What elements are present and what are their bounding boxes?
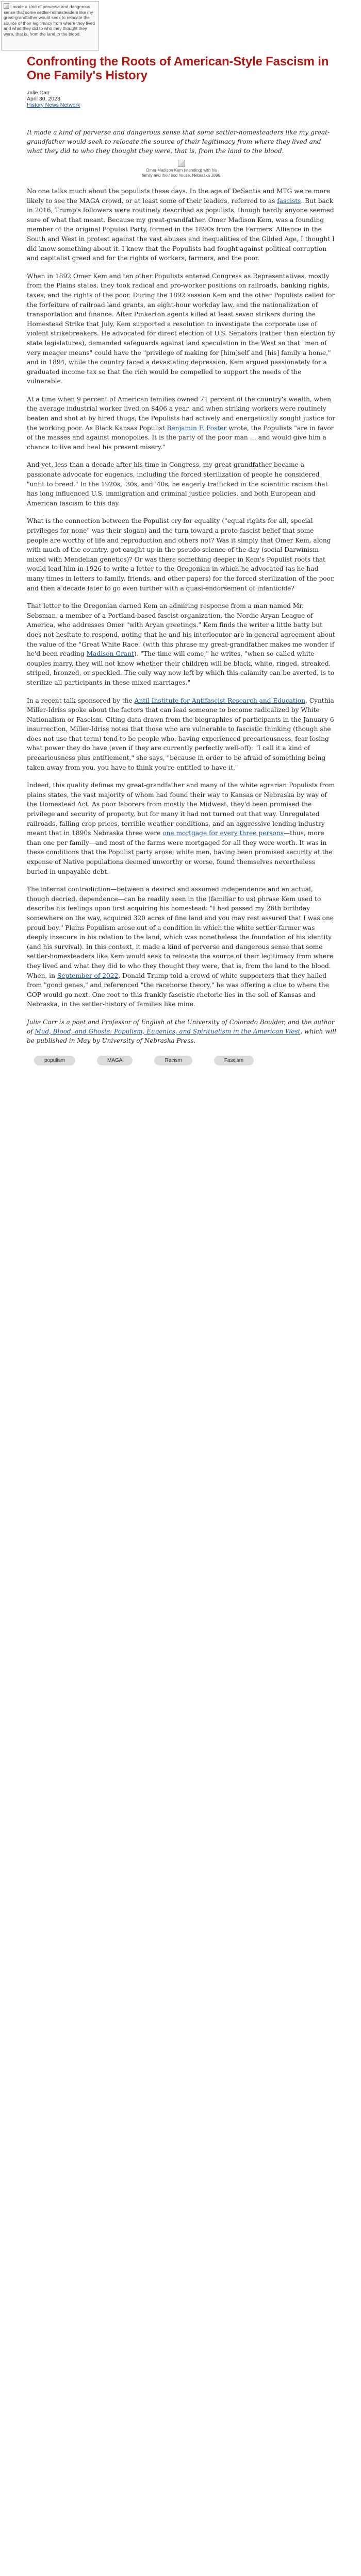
tag-list — [27, 1056, 336, 1065]
tag-maga[interactable]: MAGA — [97, 1056, 133, 1065]
paragraph-6 — [27, 601, 336, 687]
p1-text-b: . But back in 2016, Trump's followers were routinely described as populists, though hardly anyone seemed sure of what that meant. Because my great-grandfather, Omer Madison Kem, was a founding member of the original Populist Party, formed in the 1890s from the Farmers' Alliance in the South and West in protest against the vast abuses and inequalities of the Gilded Age, I thought I did know something about it. I knew that the Populists had fought against political corruption and capitalist greed and for the rights of workers, farmers, and the poor. — [27, 197, 335, 262]
byline — [27, 90, 336, 108]
p6-text-a: That letter to the Oregonian earned Kem an admiring response from a man named Mr. Sebsman, a member of a Portland-based fascist organization, the Nordic Aryan League of America, who addresses Omer "with Aryan greetings." Kem finds the writer a little batty but does not hesitate to respond, noting that he and his interlocutor are in general agreement about the value of the "Great White Race" (with this phrase my great-grandfather makes me wonder if he'd been reading — [27, 602, 335, 658]
header-image-alt-text: I made a kind of perverse and dangerous sense that some settler-homesteaders like my great-grandfather would seek to relocate the source of their legitimacy from where they lived and what they did to who they thought they were, that is, from the land to the blood. — [4, 4, 95, 37]
p1-text-a: No one talks much about the populists these days. In the age of DeSantis and MTG we're more likely to see the MAGA crowd, or at least some of their leaders, referred to as — [27, 188, 331, 205]
book-link[interactable]: Mud, Blood, and Ghosts: Populism, Eugenics, and Spiritualism in the American West — [35, 1027, 301, 1035]
article-photo — [140, 160, 223, 178]
paragraph-2: When in 1892 Omer Kem and ten other Populists entered Congress as Representatives, mostly from the Plains states, they took radical and pro-worker positions on railroads, banking rights, taxes, and the rights of the poor. During the 1892 session Kem and the other Populists called for the forfeiture of railroad land grants, an eight-hour workday law, and the nationalization of transportation and finance. After Pinkerton agents killed at least seven strikers during the Homestead Strike that July, Kem supported a resolution to investigate the corporate use of violent strikebreakers. He advocated for direct election of U.S. Senators (rather than election by state legislatures), demanded safeguards against land speculation in the West so that "men of very meager means" could have the "privilege of making for [him]self and [his] family a home," and in 1894, while the country faced a devastating depression, Kem argued passionately for a graduated income tax so that the rich would be compelled to support the needs of the vulnerable. — [27, 272, 335, 385]
article-title: Confronting the Roots of American-Style Fascism in One Family's History — [27, 55, 329, 82]
image-placeholder-icon — [178, 160, 185, 167]
author-bio — [27, 1018, 336, 1045]
p9-text-a: The internal contradiction—between a desired and assumed independence and an actual, though decried, dependence—can be readily seen in the (familiar to us) phrase Kem used to describe his feelings upon first acquiring his homestead: "I had passed my 26th birthday somewhere on the way, acquired 320 acres of fine land and you may rest assured that I was one proud boy." Plains Populism arose out of a condition in which the white settler-farmer was deeply insecure in his relation to the land, which was nonetheless the foundation of his identity (and his survival). In this context, it made a kind of perverse and dangerous sense that some settler-homesteaders like Kem would seek to relocate the source of their legitimacy from where they lived and what they did to who they thought they were, that is, from the land to the blood. When, in — [27, 886, 334, 979]
bio-post: , which will be published in May by University of Nebraska Press. — [27, 1027, 336, 1044]
broken-image-icon — [4, 3, 9, 9]
paragraph-5: What is the connection between the Populist cry for equality ("equal rights for all, special privileges for none" was their slogan) and the turn toward a proto-fascist belief that some people are worthy of life and reproduction and others not? Was it simply that Omer Kem, along with much of the country, got caught up in the pseudo-science of the day (social Darwinism mixed with Mendelian genetics)? Or was there something deeper in Kem's Populist roots that would lead him in 1926 to write a letter to the Oregonian in which he advocated (as he had many times in letters to family, friends, and other papers) for the forced sterilization of the poor, and then a decade later to go even further with a quasi-endorsement of infanticide? — [27, 517, 335, 592]
mortgage-link[interactable]: one mortgage for every three persons — [162, 829, 284, 837]
foster-link[interactable]: Benjamin F. Foster — [167, 424, 227, 432]
paragraph-1 — [27, 187, 336, 263]
paragraph-4: And yet, less than a decade after his time in Congress, my great-grandfather became a passionate advocate for eugenics, including the forced sterilization of people he considered "unfit to breed." In the 1920s, '30s, and '40s, he eagerly trafficked in the scientific racism that has long influenced U.S. immigration and criminal justice policies, and both European and American fascism to this day. — [27, 461, 328, 507]
paragraph-3 — [27, 395, 336, 452]
antil-institute-link[interactable]: Antil Institute for Antifascist Research and Education — [134, 697, 305, 704]
p7-text-a: In a recent talk sponsored by the — [27, 697, 135, 704]
p8-text-a: Indeed, this quality defines my great-grandfather and many of the white agrarian Populists from plains states, the vast majority of whom had found their way to Kansas or Nebraska by way of the Homestead Act. As poor laborers from mostly the Midwest, they'd been promised the privilege and security of property, but for many it had not turned out that way. Unregulated railroads, falling crop prices, terrible weather conditions, and an aggressive lending industry meant that in 1890s Nebraska three were — [27, 782, 335, 837]
photo-caption: Omer Madison Kem (standing) with his family and their sod house, Nebraska 1886. — [141, 168, 222, 178]
p3-text-b: wrote, the Populists "are in favor of the masses and against monopolies. It is the party of the poor man … and would give him a chance to live and heal his present misery." — [27, 424, 334, 451]
p7-text-b: , Cynthia Miller-Idriss spoke about the factors that can lead someone to become radicalized by White Nationalism or Fascism. Citing data drawn from the biographies of participants in the January 6 insurrection, Miller-Idriss notes that those who are vulnerable to fascistic thinking (though she does not use that term) tend to be people who, having experienced precariousness, fear losing what power they do have (even if they are currently perfectly well-off): "I call it a kind of precariousness plus entitlement," she says, "because in order to be afraid of something being taken away from you, you have to think you're entitled to have it." — [27, 697, 334, 771]
fascists-link[interactable]: fascists — [277, 197, 301, 205]
bio-pre: Julie Carr is a poet and Professor of English at the University of Colorado Boulder, and the author of — [27, 1018, 335, 1035]
article — [27, 52, 336, 1065]
author-name: Julie Carr — [27, 90, 50, 96]
publish-date: April 30, 2023 — [27, 96, 60, 102]
september-link[interactable]: September of 2022 — [57, 972, 119, 979]
paragraph-9 — [27, 885, 336, 1009]
madison-grant-link[interactable]: Madison Grant — [86, 650, 134, 658]
paragraph-7 — [27, 696, 336, 773]
p3-text-a: At a time when 9 percent of American families owned 71 percent of the country's wealth, when the average industrial worker lived on $406 a year, and when striking workers were routinely beaten and shot at by hired thugs, the Populists had actively and energetically sought justice for the working poor. As Black Kansas Populist — [27, 395, 336, 432]
article-lede: It made a kind of perverse and dangerous sense that some settler-homesteaders like my great-grandfather would seek to relocate the source of their legitimacy from where they lived and what they did to who they thought they were, that is, from the land to the blood. — [27, 129, 330, 155]
p6-text-b: ). "The time will come," he writes, "when so-called white couples marry, they will not know whether their children will be black, white, ringed, streaked, striped, bronzed, or speckled. The only way now left by which this calamity can be averted, is to sterilize all participants in these mixed marriages." — [27, 650, 335, 686]
tag-populism[interactable]: populism — [34, 1056, 75, 1065]
source-link[interactable]: History News Network — [27, 102, 80, 108]
paragraph-8 — [27, 781, 336, 876]
tag-racism[interactable]: Racism — [154, 1056, 192, 1065]
header-image-broken — [1, 1, 99, 50]
p8-text-b: —thus, more than one per family—and most of the farms were mortgaged for all they were worth. It was in these conditions that the Populist party arose; white men, having been promised security at the expense of Native populations deemed unworthy or worse, found themselves nevertheless buried in unpayable debt. — [27, 829, 333, 875]
p9-text-b: , Donald Trump told a crowd of white supporters that they hailed from "good genes," and referenced "the racehorse theory," he was offering a clue to where the GOP would go next. One root to this frankly fascistic rhetoric lies in the soil of Kansas and Nebraska, in the settler-history of families like mine. — [27, 972, 329, 1008]
tag-fascism[interactable]: Fascism — [214, 1056, 254, 1065]
